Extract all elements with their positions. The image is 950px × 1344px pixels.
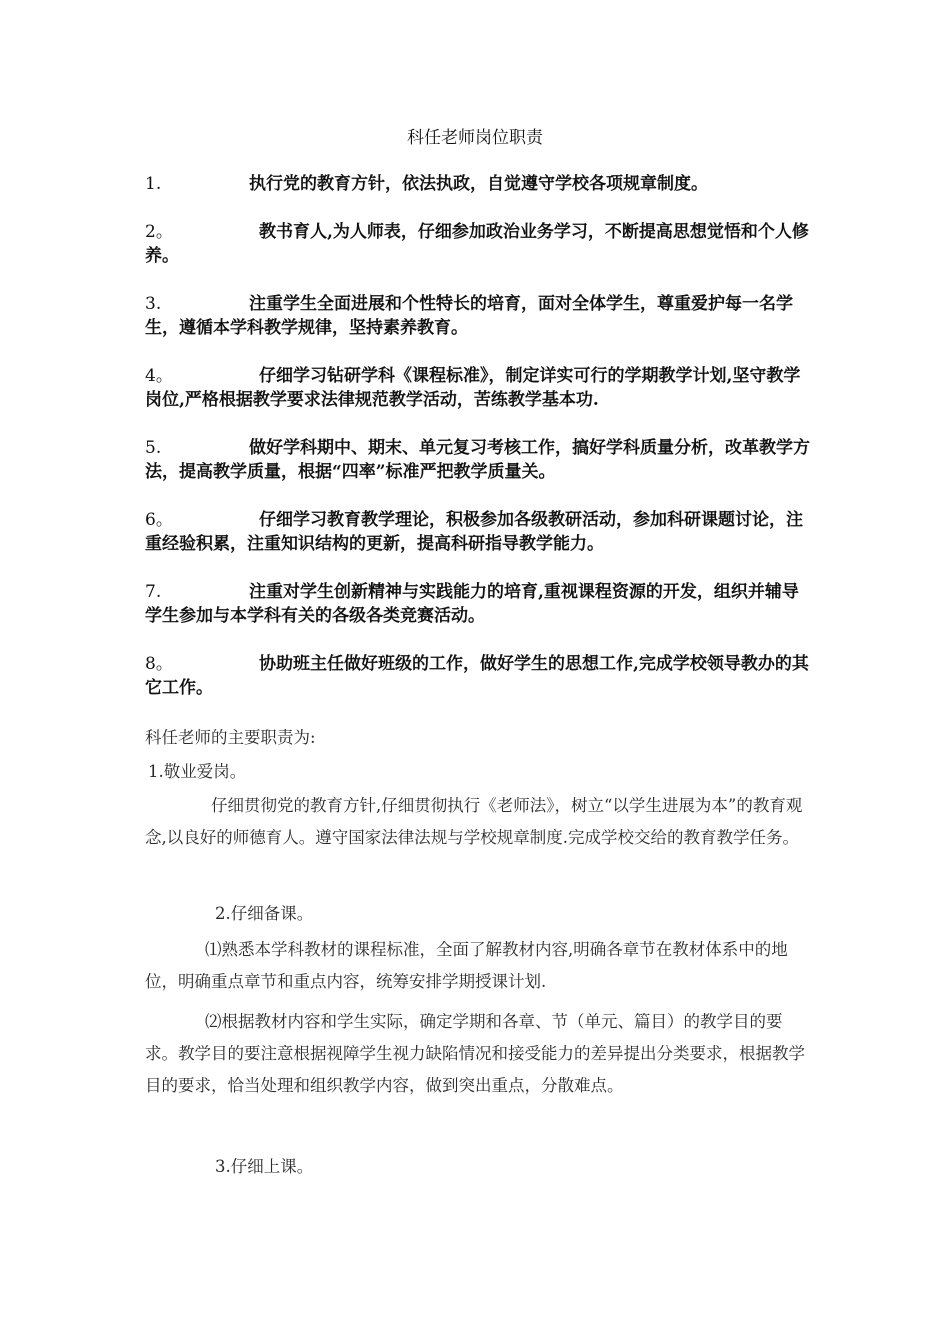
duty-text: 注重对学生创新精神与实践能力的培育,重视课程资源的开发，组织并辅导学生参加与本学科有关的各级各类竞赛活动。 (145, 582, 799, 626)
item2-sub2: ⑵根据教材内容和学生实际，确定学期和各章、节（单元、篇目）的教学目的要求。教学目的要注意根据视障学生视力缺陷情况和接受能力的差异提出分类要求，根据教学目的要求，恰当处理和组织教学内容，做到突出重点，分散难点。 (145, 1012, 805, 1095)
duty-text: 执行党的教育方针，依法执政，自觉遵守学校各项规章制度。 (249, 174, 708, 194)
duty-item-7 (145, 580, 810, 628)
duty-item-6 (145, 508, 810, 556)
duty-item-3 (145, 292, 810, 340)
duty-item-1 (145, 172, 810, 196)
duty-text: 仔细学习钻研学科《课程标准》，制定详实可行的学期教学计划,坚守教学岗位,严格根据教学要求法律规范教学活动，苦练教学基本功. (145, 366, 801, 410)
item1-body: 仔细贯彻党的教育方针,仔细贯彻执行《老师法》，树立“以学生进展为本”的教育观念,以良好的师德育人。遵守国家法律法规与学校规章制度.完成学校交给的教育教学任务。 (145, 796, 803, 847)
duty-number: 2。 (145, 222, 173, 242)
item2-heading: 2.仔细备课。 (215, 904, 314, 923)
item2-sub1: ⑴熟悉本学科教材的课程标准，全面了解教材内容,明确各章节在教材体系中的地位，明确重点章节和重点内容，统筹安排学期授课计划. (145, 940, 788, 991)
duty-number: 4。 (145, 366, 173, 386)
duty-text: 仔细学习教育教学理论，积极参加各级教研活动，参加科研课题讨论，注重经验积累，注重知识结构的更新，提高科研指导教学能力。 (145, 510, 803, 554)
item3-heading: 3.仔细上课。 (215, 1157, 314, 1176)
duty-text: 做好学科期中、期末、单元复习考核工作，搞好学科质量分析，改革教学方法，提高教学质量，根据“四率”标准严把教学质量关。 (145, 438, 810, 482)
duty-number: 5. (145, 438, 162, 458)
duty-text: 注重学生全面进展和个性特长的培育，面对全体学生，尊重爱护每一名学生，遵循本学科教学规律，坚持素养教育。 (145, 294, 793, 338)
document-title: 科任老师岗位职责 (407, 128, 543, 148)
main-duties-heading: 科任老师的主要职责为: (145, 728, 316, 747)
duty-number: 7. (145, 582, 162, 602)
duty-item-4 (145, 364, 810, 412)
duty-text: 教书育人,为人师表，仔细参加政治业务学习，不断提高思想觉悟和个人修养。 (145, 222, 809, 266)
duty-number: 3. (145, 294, 162, 314)
duty-item-8 (145, 652, 810, 700)
duty-number: 6。 (145, 510, 173, 530)
duty-item-2 (145, 220, 810, 268)
duty-number: 8。 (145, 654, 173, 674)
duty-number: 1. (145, 174, 162, 194)
duty-item-5 (145, 436, 810, 484)
item1-heading: 1.敬业爱岗。 (148, 762, 247, 781)
duty-text: 协助班主任做好班级的工作，做好学生的思想工作,完成学校领导教办的其它工作。 (145, 654, 809, 698)
